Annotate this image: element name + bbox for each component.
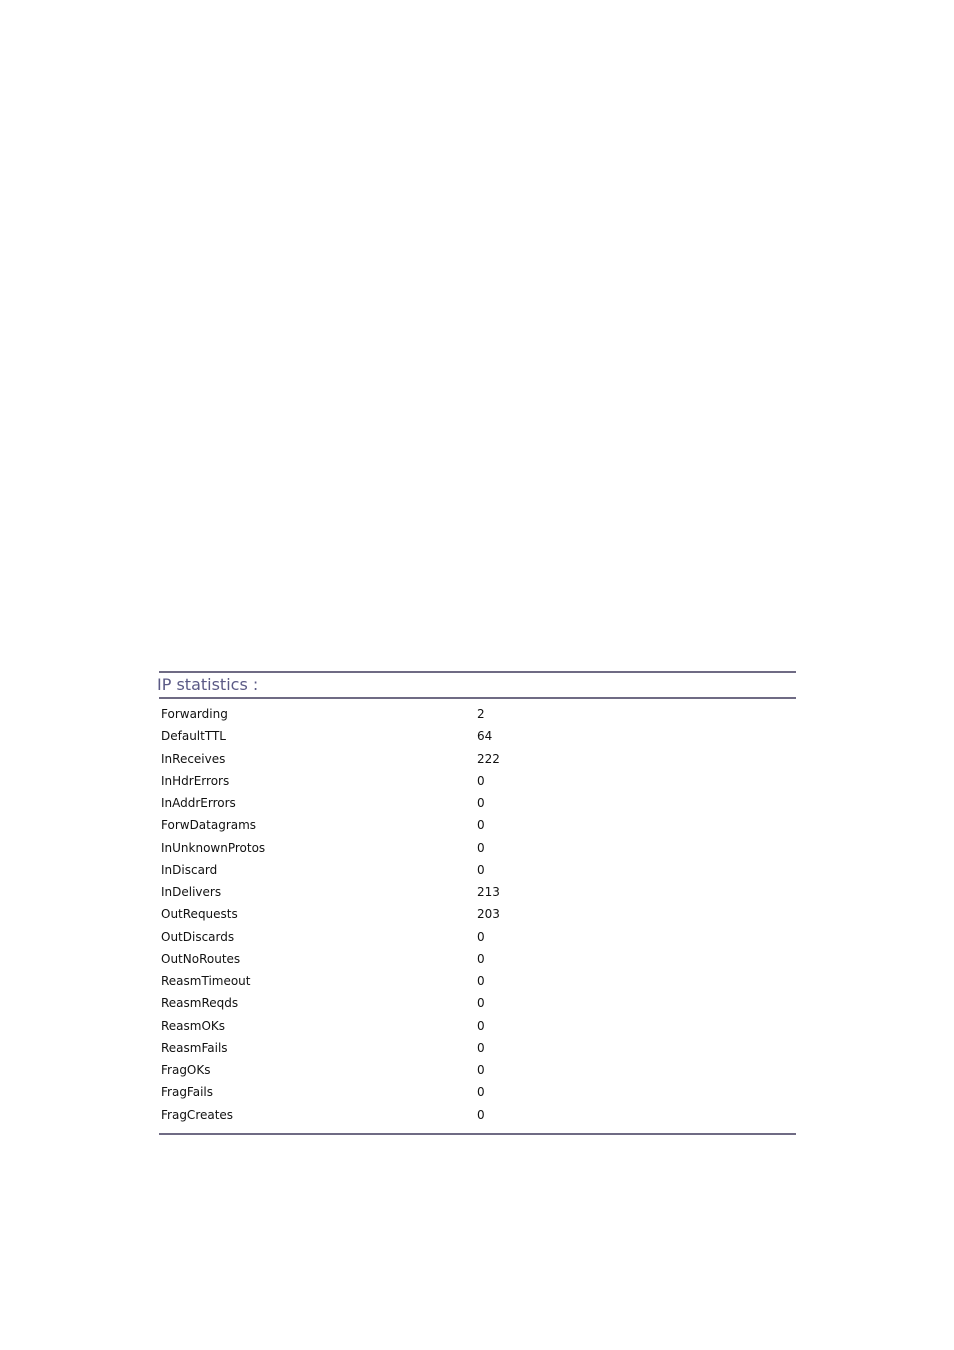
stat-value: 0 [477,1018,485,1033]
stat-value: 213 [477,885,500,900]
table-row [159,1015,796,1037]
stat-label: OutDiscards [161,929,235,944]
table-row [159,859,796,881]
stat-value: 0 [477,862,485,877]
table-row [159,1104,796,1126]
table-row [159,837,796,859]
table-row [159,792,796,814]
ip-statistics-panel [159,671,796,1135]
stat-value: 0 [477,840,485,855]
stat-value: 0 [477,1085,485,1100]
table-row [159,970,796,992]
table-row [159,992,796,1014]
table-row [159,1081,796,1103]
stat-value: 0 [477,796,485,811]
stat-label: OutRequests [161,907,238,922]
stat-value: 0 [477,996,485,1011]
stat-value: 0 [477,1107,485,1122]
stat-value: 0 [477,974,485,989]
table-row [159,926,796,948]
stat-value: 64 [477,729,493,744]
table-row [159,748,796,770]
stat-label: DefaultTTL [161,729,226,744]
stat-label: FragOKs [161,1063,211,1078]
stat-label: FragCreates [161,1107,234,1122]
stat-value: 0 [477,1040,485,1055]
stat-label: InHdrErrors [161,773,230,788]
stat-label: ReasmReqds [161,996,239,1011]
stat-label: ReasmOKs [161,1018,226,1033]
stat-label: ReasmFails [161,1040,228,1055]
table-row [159,881,796,903]
stat-label: InDiscard [161,862,218,877]
table-row [159,703,796,725]
stat-label: InUnknownProtos [161,840,266,855]
stat-label: InReceives [161,751,226,766]
stat-value: 0 [477,773,485,788]
bottom-divider [159,1133,796,1135]
stat-value: 0 [477,818,485,833]
stat-label: InAddrErrors [161,796,236,811]
stat-value: 0 [477,929,485,944]
table-row [159,948,796,970]
table-row [159,1059,796,1081]
stat-label: FragFails [161,1085,214,1100]
panel-title: IP statistics : [157,675,259,694]
table-row [159,903,796,925]
table-row [159,770,796,792]
stat-value: 203 [477,907,500,922]
stat-label: ReasmTimeout [161,974,251,989]
table-row [159,814,796,836]
stat-value: 2 [477,707,485,722]
stat-value: 222 [477,751,500,766]
stat-value: 0 [477,1063,485,1078]
table-row [159,725,796,747]
stat-value: 0 [477,951,485,966]
stat-label: OutNoRoutes [161,951,241,966]
stat-label: Forwarding [161,707,228,722]
table-row [159,1037,796,1059]
statistics-table [159,699,796,1126]
stat-label: InDelivers [161,885,222,900]
stat-label: ForwDatagrams [161,818,257,833]
